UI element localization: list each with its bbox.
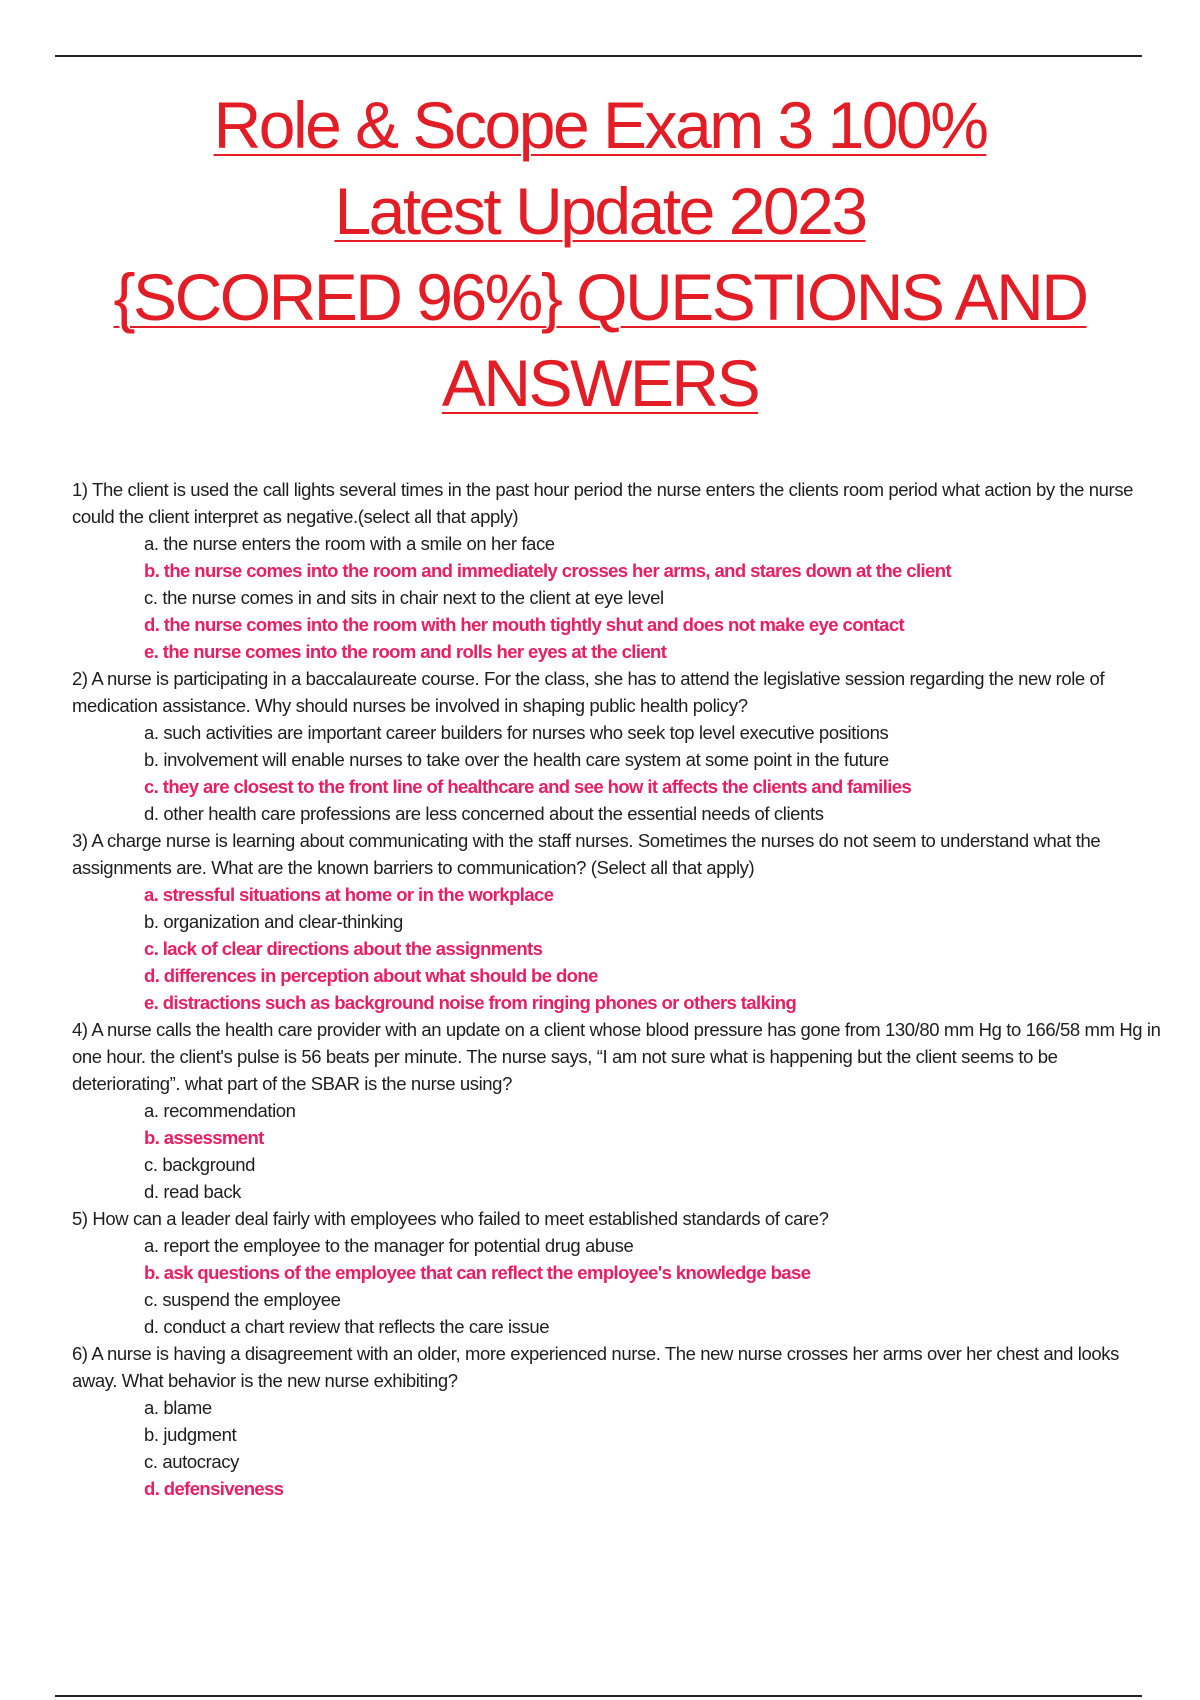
question-text: 5) How can a leader deal fairly with employees who failed to meet established standards of care? bbox=[72, 1208, 829, 1229]
question-text: 6) A nurse is having a disagreement with an older, more experienced nurse. The new nurse crosses her arms over her chest and looks away. What behavior is the new nurse exhibiting? bbox=[72, 1343, 1119, 1391]
document-title bbox=[0, 82, 1200, 426]
questions-list bbox=[72, 476, 1162, 1502]
answer-option: a. report the employee to the manager for potential drug abuse bbox=[144, 1235, 634, 1256]
question-3 bbox=[72, 827, 1162, 1016]
answer-options bbox=[72, 1394, 1162, 1502]
answer-option: a. such activities are important career builders for nurses who seek top level executive positions bbox=[144, 722, 889, 743]
correct-answer-option: b. ask questions of the employee that can reflect the employee's knowledge base bbox=[144, 1262, 811, 1283]
bottom-divider bbox=[55, 1695, 1142, 1697]
question-4 bbox=[72, 1016, 1162, 1205]
answer-option: a. blame bbox=[144, 1397, 212, 1418]
answer-option: d. other health care professions are less concerned about the essential needs of clients bbox=[144, 803, 824, 824]
title-line-3: {SCORED 96%} QUESTIONS AND bbox=[113, 260, 1087, 334]
correct-answer-option: d. differences in perception about what should be done bbox=[144, 965, 598, 986]
question-6 bbox=[72, 1340, 1162, 1502]
answer-options bbox=[72, 719, 1162, 827]
correct-answer-option: c. lack of clear directions about the assignments bbox=[144, 938, 543, 959]
question-text: 4) A nurse calls the health care provider with an update on a client whose blood pressure has gone from 130/80 mm Hg to 166/58 mm Hg in one hour. the client's pulse is 56 beats per minute. The nurse says, “I am not sure what is happening but the client seems to be deteriorating”. what part of the SBAR is the nurse using? bbox=[72, 1019, 1161, 1094]
answer-option: c. background bbox=[144, 1154, 256, 1175]
question-text: 1) The client is used the call lights several times in the past hour period the nurse enters the clients room period what action by the nurse could the client interpret as negative.(select all that apply) bbox=[72, 479, 1134, 527]
question-text: 3) A charge nurse is learning about communicating with the staff nurses. Sometimes the nurses do not seem to understand what the assignments are. What are the known barriers to communication? (Select all that apply) bbox=[72, 830, 1101, 878]
answer-option: c. suspend the employee bbox=[144, 1289, 341, 1310]
question-5 bbox=[72, 1205, 1162, 1340]
title-line-2: Latest Update 2023 bbox=[334, 174, 866, 248]
answer-option: d. read back bbox=[144, 1181, 242, 1202]
answer-option: c. the nurse comes in and sits in chair next to the client at eye level bbox=[144, 587, 664, 608]
answer-option: d. conduct a chart review that reflects the care issue bbox=[144, 1316, 550, 1337]
title-line-4: ANSWERS bbox=[441, 346, 759, 420]
correct-answer-option: d. the nurse comes into the room with her mouth tightly shut and does not make eye contact bbox=[144, 614, 905, 635]
correct-answer-option: e. the nurse comes into the room and rolls her eyes at the client bbox=[144, 641, 667, 662]
question-2 bbox=[72, 665, 1162, 827]
correct-answer-option: c. they are closest to the front line of healthcare and see how it affects the clients and families bbox=[144, 776, 912, 797]
correct-answer-option: a. stressful situations at home or in the workplace bbox=[144, 884, 554, 905]
correct-answer-option: b. the nurse comes into the room and immediately crosses her arms, and stares down at the client bbox=[144, 560, 952, 581]
answer-options bbox=[72, 530, 1162, 665]
answer-option: a. recommendation bbox=[144, 1100, 296, 1121]
answer-options bbox=[72, 881, 1162, 1016]
answer-options bbox=[72, 1232, 1162, 1340]
title-line-1: Role & Scope Exam 3 100% bbox=[213, 88, 987, 162]
question-text: 2) A nurse is participating in a baccalaureate course. For the class, she has to attend the legislative session regarding the new role of medication assistance. Why should nurses be involved in shaping public health policy? bbox=[72, 668, 1105, 716]
answer-option: b. judgment bbox=[144, 1424, 237, 1445]
answer-options bbox=[72, 1097, 1162, 1205]
answer-option: c. autocracy bbox=[144, 1451, 239, 1472]
correct-answer-option: b. assessment bbox=[144, 1127, 264, 1148]
answer-option: a. the nurse enters the room with a smile on her face bbox=[144, 533, 555, 554]
correct-answer-option: d. defensiveness bbox=[144, 1478, 284, 1499]
answer-option: b. involvement will enable nurses to take over the health care system at some point in the future bbox=[144, 749, 889, 770]
top-divider bbox=[55, 55, 1142, 57]
correct-answer-option: e. distractions such as background noise from ringing phones or others talking bbox=[144, 992, 797, 1013]
answer-option: b. organization and clear-thinking bbox=[144, 911, 403, 932]
question-1 bbox=[72, 476, 1162, 665]
